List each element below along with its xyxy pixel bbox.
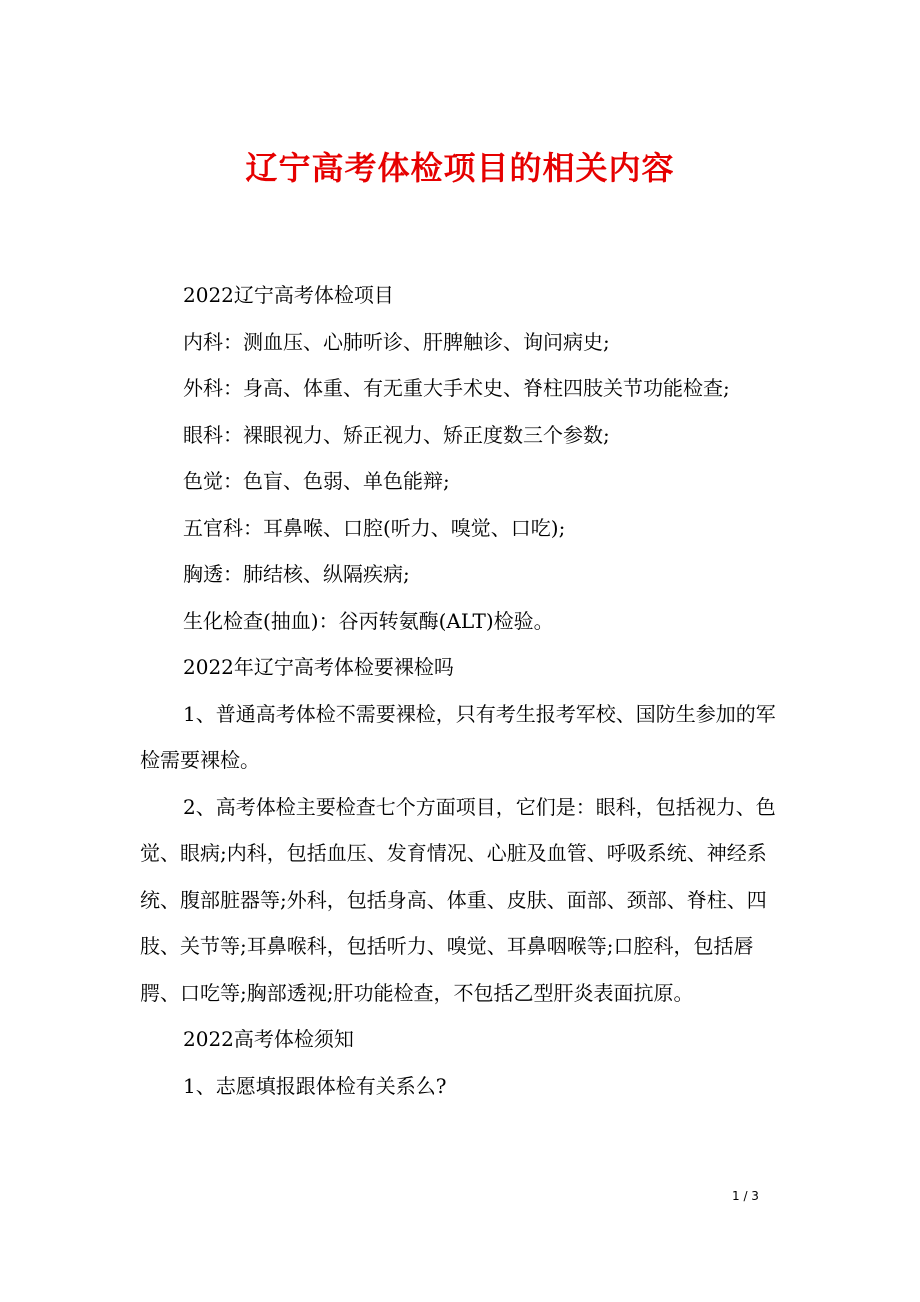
page-number: 1 / 3 xyxy=(732,1189,759,1203)
paragraph: 2022年辽宁高考体检要裸检吗 xyxy=(183,655,454,679)
paragraph: 1、志愿填报跟体检有关系么? xyxy=(183,1073,447,1098)
paragraph: 内科：测血压、心肺听诊、肝脾触诊、询问病史; xyxy=(183,329,610,354)
paragraph: 2022辽宁高考体检项目 xyxy=(183,283,394,307)
document-body xyxy=(140,272,782,1109)
paragraph: 1、普通高考体检不需要裸检，只有考生报考军校、国防生参加的军检需要裸检。 xyxy=(140,701,776,772)
paragraph: 五官科：耳鼻喉、口腔(听力、嗅觉、口吃); xyxy=(183,515,566,540)
paragraph: 生化检查(抽血)：谷丙转氨酶(ALT)检验。 xyxy=(183,608,554,633)
paragraph: 2022高考体检须知 xyxy=(183,1027,354,1051)
document-title: 辽宁高考体检项目的相关内容 xyxy=(245,149,675,187)
paragraph: 色觉：色盲、色弱、单色能辩; xyxy=(183,469,450,493)
paragraph: 2、高考体检主要检查七个方面项目，它们是：眼科，包括视力、色觉、眼病;内科，包括血压、发育情况、心脏及血管、呼吸系统、神经系统、腹部脏器等;外科，包括身高、体重、皮肤、面部、颈部、脊柱、四肢、关节等;耳鼻喉科，包括听力、嗅觉、耳鼻咽喉等;口腔科，包括唇腭、口吃等;胸部透视;肝功能检查，不包括乙型肝炎表面抗原。 xyxy=(140,794,776,1005)
paragraph: 眼科：裸眼视力、矫正视力、矫正度数三个参数; xyxy=(183,422,610,447)
paragraph: 胸透：肺结核、纵隔疾病; xyxy=(183,562,410,586)
paragraph: 外科：身高、体重、有无重大手术史、脊柱四肢关节功能检查; xyxy=(183,376,730,400)
